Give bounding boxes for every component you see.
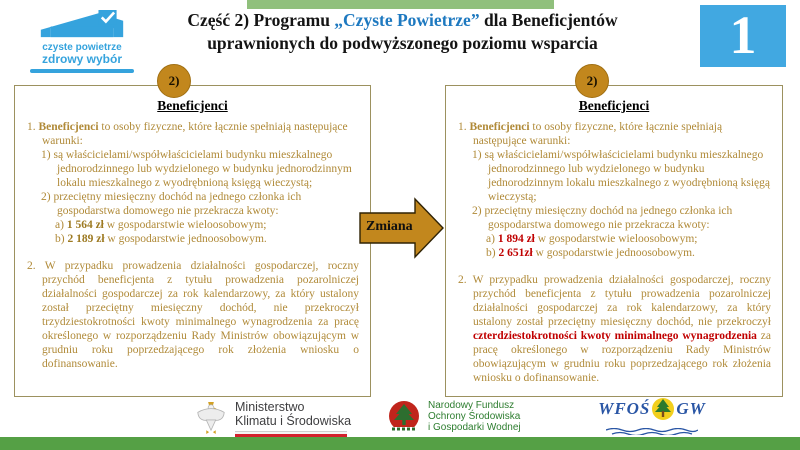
logo-tagline-2: zdrowy wybór — [41, 52, 122, 67]
amount-value: 2 189 zł — [67, 233, 105, 246]
list-item — [27, 148, 359, 190]
amount-value: 1 894 zł — [497, 233, 535, 246]
panel-body — [446, 114, 782, 385]
title-line-2: uprawnionych do podwyższonego poziomu wsparcia — [207, 33, 598, 54]
ministry-name — [235, 400, 351, 437]
list-text: za pracę określonego w rozporządzeniu Rady Ministrów obowiązującym w grudniu roku poprzedzającego rok złożenia wniosku o dofinansowanie. — [473, 330, 772, 385]
highlight-text: trzydziestokrotności kwoty minimalnego wynagrodzenia — [42, 316, 313, 329]
ministry-name-line2: Klimatu i Środowiska — [235, 414, 352, 428]
amount-value: 2 651zł — [498, 247, 533, 260]
panel-body — [15, 114, 370, 371]
title-highlight: „Czyste Powietrze” — [334, 10, 480, 30]
arrow-label: Zmiana — [366, 219, 413, 234]
change-arrow — [359, 197, 444, 260]
wfosigw-name-pre: WFOŚ — [598, 399, 651, 418]
wfosigw-name — [588, 396, 716, 422]
list-label: b) — [486, 247, 496, 260]
water-waves-icon — [606, 428, 698, 435]
list-text: za pracę określonego w rozporządzeniu Rady Ministrów obowiązującym w grudniu roku poprzedzającego rok złożenia wniosku o dofinansowanie. — [42, 316, 359, 371]
panel-before — [14, 73, 371, 397]
slide-title — [120, 9, 685, 55]
list-text: W przypadku prowadzenia działalności gospodarczej, roczny przychód beneficjenta z tytułu prowadzenia pozarolniczej działalności gospodarczej za rok kalendarzowy, za który ustalony został przeciętny miesięczny dochód, nie przekroczył — [472, 274, 772, 329]
nfosigw-name-line3: i Gospodarki Wodnej — [428, 421, 521, 433]
list-label: 1. — [458, 121, 467, 133]
list-text: W przypadku prowadzenia działalności gospodarczej, roczny przychód beneficjenta z tytułu prowadzenia pozarolniczej działalności gospodarczej za rok kalendarzowy, za który ustalony został przeciętny miesięczny dochód, nie przekroczył — [42, 260, 359, 315]
list-item-amount — [458, 232, 771, 246]
title-part-2: dla Beneficjentów — [479, 10, 618, 30]
nfosigw-name — [428, 401, 521, 433]
logo-tagline-1: czyste powietrze — [42, 41, 122, 53]
list-label: a) — [55, 219, 64, 232]
nfosigw-name-line1: Narodowy Fundusz — [428, 400, 515, 411]
panel-heading: Beneficjenci — [578, 98, 650, 113]
list-item — [27, 259, 359, 371]
list-label: 1. — [27, 121, 36, 133]
list-text: przeciętny miesięczny dochód na jednego członka ich gospodarstwa domowego nie przekracza kwoty: — [53, 191, 302, 218]
bottom-accent-bar — [0, 437, 800, 450]
panel-badge: 2) — [575, 64, 609, 98]
list-label: 1) — [472, 149, 482, 162]
bold-term: Beneficjenci — [38, 121, 99, 133]
list-text: w gospodarstwie jednoosobowym. — [104, 233, 267, 246]
list-item — [458, 204, 771, 232]
bold-term: Beneficjenci — [469, 121, 530, 133]
tree-in-red-circle-icon — [386, 399, 422, 435]
list-text: to osoby fizyczne, które łącznie spełniają następujące warunki: — [42, 121, 348, 148]
list-text: to osoby fizyczne, które łącznie spełniają następujące warunki: — [473, 121, 723, 148]
list-label: 2) — [41, 191, 51, 204]
list-item — [27, 120, 359, 148]
list-item — [27, 190, 359, 218]
list-label: a) — [486, 233, 495, 246]
list-label: 2) — [472, 205, 482, 218]
list-item-amount — [27, 218, 359, 232]
list-text: w gospodarstwie jednoosobowym. — [532, 247, 695, 260]
top-accent-bar — [247, 0, 554, 9]
list-label: b) — [55, 233, 65, 246]
list-text: w gospodarstwie wieloosobowym; — [103, 219, 267, 232]
polish-eagle-icon — [194, 400, 228, 436]
house-check-icon — [40, 10, 124, 38]
panel-after — [445, 73, 783, 397]
list-item — [458, 120, 771, 148]
nfosigw-name-line2: Ochrony Środowiska — [428, 410, 521, 422]
list-text: są właścicielami/współwłaścicielami budynku mieszkalnego jednorodzinnego lub wydzielonego w budynku jednorodzinnym lokalu mieszkalnego z wyodrębnioną księgą wieczystą; — [53, 149, 352, 190]
list-item-amount — [458, 246, 771, 260]
highlight-text: czterdziestokrotności kwoty minimalnego wynagrodzenia — [473, 330, 757, 343]
ministry-logo — [194, 400, 351, 437]
tree-in-yellow-circle-icon — [651, 397, 675, 421]
panel-heading: Beneficjenci — [157, 98, 228, 113]
wfosigw-name-post: GW — [676, 399, 706, 418]
list-item-amount — [27, 232, 359, 246]
list-label: 1) — [41, 149, 51, 162]
list-text: przeciętny miesięczny dochód na jednego członka ich gospodarstwa domowego nie przekracza kwoty: — [484, 205, 733, 232]
list-label: 2. — [458, 274, 467, 287]
amount-value: 1 564 zł — [66, 219, 104, 232]
nfosigw-logo — [386, 399, 521, 435]
list-item — [458, 148, 771, 204]
list-label: 2. — [27, 260, 36, 273]
panel-badge: 2) — [157, 64, 191, 98]
slide-number-box: 1 — [700, 5, 786, 67]
list-text: są właścicielami/współwłaścicielami budynku mieszkalnego jednorodzinnego lub wydzielonego w budynku jednorodzinnym lokalu mieszkalnego z wyodrębnioną księgą wieczystą; — [484, 149, 770, 204]
title-part-1: Część 2) Programu — [187, 10, 335, 30]
logo-underline-bar — [30, 69, 134, 73]
list-item — [458, 273, 771, 385]
ministry-name-line1: Ministerstwo — [235, 400, 305, 414]
list-text: w gospodarstwie wieloosobowym; — [534, 233, 698, 246]
